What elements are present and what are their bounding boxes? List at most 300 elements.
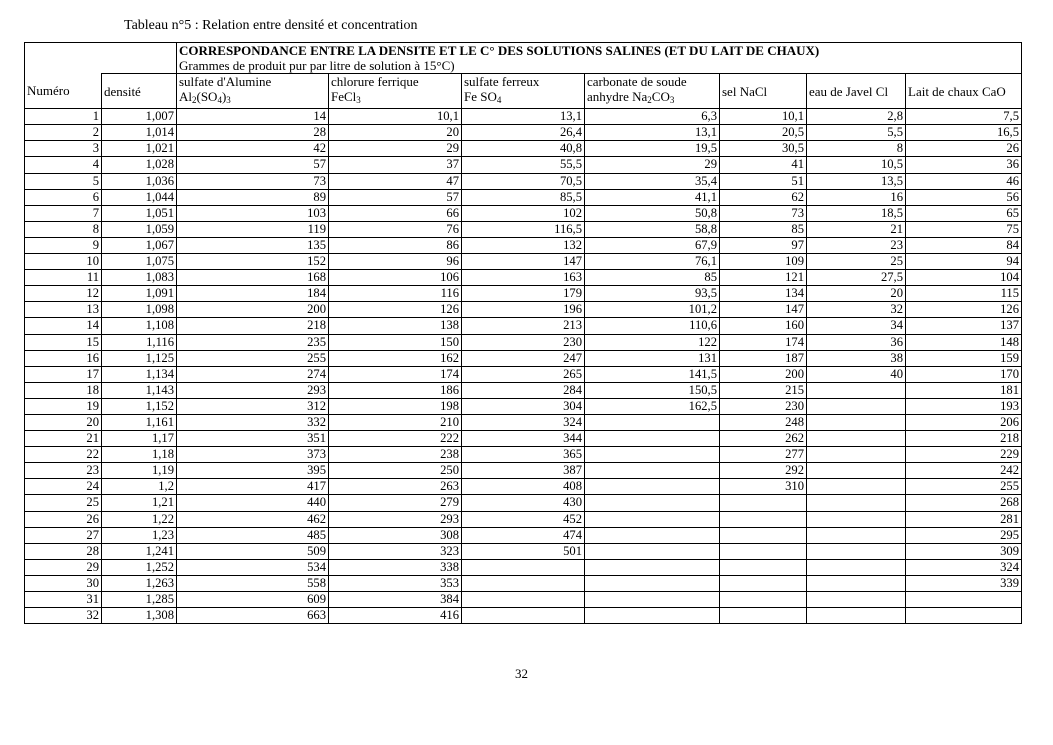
- cell-sulfate-ferreux: 408: [462, 479, 585, 495]
- cell-sulfate-ferreux: 452: [462, 511, 585, 527]
- table-subtitle: Grammes de produit pur par litre de solution à 15°C): [179, 58, 455, 74]
- cell-numero: 29: [25, 559, 102, 575]
- cell-eau-javel: [807, 543, 906, 559]
- cell-sulfate-alumine: 14: [177, 109, 329, 125]
- table-row: [25, 431, 1022, 447]
- cell-chlorure-ferrique: 37: [329, 157, 462, 173]
- cell-numero: 14: [25, 318, 102, 334]
- cell-sulfate-alumine: 103: [177, 205, 329, 221]
- cell-carbonate-soude: 35,4: [585, 173, 720, 189]
- cell-lait-chaux: 181: [906, 382, 1022, 398]
- cell-carbonate-soude: 122: [585, 334, 720, 350]
- cell-sel-nacl: 121: [720, 270, 807, 286]
- cell-sel-nacl: 262: [720, 431, 807, 447]
- cell-chlorure-ferrique: 222: [329, 431, 462, 447]
- cell-sulfate-alumine: 168: [177, 270, 329, 286]
- cell-lait-chaux: [906, 608, 1022, 624]
- cell-sel-nacl: 277: [720, 447, 807, 463]
- header-row: [25, 74, 1022, 109]
- cell-sulfate-alumine: 332: [177, 414, 329, 430]
- cell-densite: 1,021: [102, 141, 177, 157]
- cell-numero: 18: [25, 382, 102, 398]
- cell-carbonate-soude: [585, 527, 720, 543]
- cell-lait-chaux: 7,5: [906, 109, 1022, 125]
- cell-eau-javel: [807, 479, 906, 495]
- cell-lait-chaux: 193: [906, 398, 1022, 414]
- cell-sulfate-alumine: 509: [177, 543, 329, 559]
- cell-lait-chaux: 242: [906, 463, 1022, 479]
- cell-chlorure-ferrique: 198: [329, 398, 462, 414]
- cell-chlorure-ferrique: 323: [329, 543, 462, 559]
- header-eau-javel: eau de Javel Cl: [807, 74, 906, 109]
- cell-numero: 25: [25, 495, 102, 511]
- cell-numero: 21: [25, 431, 102, 447]
- cell-densite: 1,134: [102, 366, 177, 382]
- cell-eau-javel: 18,5: [807, 205, 906, 221]
- table-row: [25, 141, 1022, 157]
- cell-sel-nacl: 174: [720, 334, 807, 350]
- cell-eau-javel: [807, 495, 906, 511]
- cell-sulfate-alumine: 28: [177, 125, 329, 141]
- cell-lait-chaux: 94: [906, 254, 1022, 270]
- header-formula-part: FeCl: [331, 89, 357, 105]
- cell-lait-chaux: 56: [906, 189, 1022, 205]
- table-row: [25, 447, 1022, 463]
- cell-sulfate-ferreux: 265: [462, 366, 585, 382]
- header-formula-sub: 4: [496, 95, 502, 106]
- cell-sulfate-alumine: 440: [177, 495, 329, 511]
- cell-carbonate-soude: 101,2: [585, 302, 720, 318]
- cell-carbonate-soude: [585, 592, 720, 608]
- cell-sulfate-alumine: 200: [177, 302, 329, 318]
- cell-sulfate-ferreux: 230: [462, 334, 585, 350]
- cell-sulfate-ferreux: 13,1: [462, 109, 585, 125]
- header-sel-nacl: sel NaCl: [720, 74, 807, 109]
- cell-numero: 10: [25, 254, 102, 270]
- cell-lait-chaux: 206: [906, 414, 1022, 430]
- cell-numero: 2: [25, 125, 102, 141]
- table-row: [25, 318, 1022, 334]
- cell-chlorure-ferrique: 96: [329, 254, 462, 270]
- cell-densite: 1,098: [102, 302, 177, 318]
- cell-densite: 1,014: [102, 125, 177, 141]
- header-chlorure-ferrique: [329, 74, 462, 109]
- cell-sulfate-alumine: 351: [177, 431, 329, 447]
- cell-densite: 1,108: [102, 318, 177, 334]
- cell-sulfate-alumine: 89: [177, 189, 329, 205]
- cell-sulfate-ferreux: 147: [462, 254, 585, 270]
- title-row: [25, 43, 1022, 74]
- cell-numero: 28: [25, 543, 102, 559]
- header-formula-sub: 2: [192, 95, 197, 106]
- cell-numero: 4: [25, 157, 102, 173]
- table-row: [25, 237, 1022, 253]
- cell-sulfate-ferreux: 213: [462, 318, 585, 334]
- cell-chlorure-ferrique: 210: [329, 414, 462, 430]
- table-row: [25, 463, 1022, 479]
- table-caption: Tableau n°5 : Relation entre densité et concentration: [124, 18, 418, 33]
- cell-lait-chaux: 65: [906, 205, 1022, 221]
- cell-chlorure-ferrique: 174: [329, 366, 462, 382]
- cell-carbonate-soude: [585, 463, 720, 479]
- cell-sel-nacl: 160: [720, 318, 807, 334]
- cell-sulfate-ferreux: 196: [462, 302, 585, 318]
- cell-sulfate-alumine: 373: [177, 447, 329, 463]
- cell-sel-nacl: [720, 495, 807, 511]
- cell-lait-chaux: 46: [906, 173, 1022, 189]
- cell-densite: 1,263: [102, 575, 177, 591]
- cell-chlorure-ferrique: 416: [329, 608, 462, 624]
- cell-numero: 16: [25, 350, 102, 366]
- cell-carbonate-soude: 150,5: [585, 382, 720, 398]
- cell-densite: 1,18: [102, 447, 177, 463]
- cell-lait-chaux: [906, 592, 1022, 608]
- cell-densite: 1,161: [102, 414, 177, 430]
- cell-sel-nacl: 97: [720, 237, 807, 253]
- cell-lait-chaux: 26: [906, 141, 1022, 157]
- cell-sulfate-ferreux: 116,5: [462, 221, 585, 237]
- table-row: [25, 221, 1022, 237]
- cell-eau-javel: 27,5: [807, 270, 906, 286]
- cell-carbonate-soude: 110,6: [585, 318, 720, 334]
- cell-sulfate-ferreux: [462, 575, 585, 591]
- cell-sel-nacl: 30,5: [720, 141, 807, 157]
- cell-sel-nacl: 248: [720, 414, 807, 430]
- cell-sel-nacl: 109: [720, 254, 807, 270]
- cell-sulfate-ferreux: 284: [462, 382, 585, 398]
- cell-eau-javel: [807, 575, 906, 591]
- cell-chlorure-ferrique: 138: [329, 318, 462, 334]
- cell-densite: 1,044: [102, 189, 177, 205]
- table-row: [25, 479, 1022, 495]
- cell-carbonate-soude: 85: [585, 270, 720, 286]
- cell-carbonate-soude: 41,1: [585, 189, 720, 205]
- cell-densite: 1,252: [102, 559, 177, 575]
- cell-eau-javel: [807, 527, 906, 543]
- cell-sulfate-ferreux: 387: [462, 463, 585, 479]
- header-carbonate-soude: [585, 74, 720, 109]
- table-row: [25, 125, 1022, 141]
- cell-numero: 8: [25, 221, 102, 237]
- cell-numero: 26: [25, 511, 102, 527]
- header-chlorure-ferrique-line1: chlorure ferrique: [331, 74, 419, 90]
- cell-sel-nacl: 41: [720, 157, 807, 173]
- cell-sulfate-alumine: 73: [177, 173, 329, 189]
- header-formula-part: Al: [179, 89, 192, 105]
- cell-densite: 1,308: [102, 608, 177, 624]
- cell-sulfate-alumine: 417: [177, 479, 329, 495]
- header-sulfate-ferreux: [462, 74, 585, 109]
- cell-sel-nacl: [720, 543, 807, 559]
- cell-sel-nacl: [720, 511, 807, 527]
- cell-densite: 1,17: [102, 431, 177, 447]
- table-row: [25, 559, 1022, 575]
- cell-chlorure-ferrique: 162: [329, 350, 462, 366]
- cell-carbonate-soude: [585, 447, 720, 463]
- cell-densite: 1,083: [102, 270, 177, 286]
- cell-sulfate-ferreux: 247: [462, 350, 585, 366]
- cell-numero: 6: [25, 189, 102, 205]
- cell-carbonate-soude: 50,8: [585, 205, 720, 221]
- table-row: [25, 302, 1022, 318]
- cell-carbonate-soude: [585, 414, 720, 430]
- cell-sulfate-ferreux: [462, 559, 585, 575]
- cell-eau-javel: [807, 608, 906, 624]
- page-number: 32: [515, 666, 528, 681]
- cell-eau-javel: [807, 431, 906, 447]
- cell-eau-javel: 38: [807, 350, 906, 366]
- cell-eau-javel: [807, 382, 906, 398]
- cell-sel-nacl: 134: [720, 286, 807, 302]
- header-formula-sub: 3: [669, 95, 675, 106]
- cell-chlorure-ferrique: 186: [329, 382, 462, 398]
- cell-lait-chaux: 339: [906, 575, 1022, 591]
- header-densite: densité: [102, 74, 177, 109]
- header-sulfate-alumine: [177, 74, 329, 109]
- cell-densite: 1,125: [102, 350, 177, 366]
- cell-eau-javel: 16: [807, 189, 906, 205]
- cell-lait-chaux: 16,5: [906, 125, 1022, 141]
- cell-densite: 1,051: [102, 205, 177, 221]
- table-row: [25, 543, 1022, 559]
- cell-chlorure-ferrique: 250: [329, 463, 462, 479]
- cell-carbonate-soude: 141,5: [585, 366, 720, 382]
- cell-chlorure-ferrique: 338: [329, 559, 462, 575]
- header-numero: Numéro: [25, 74, 102, 109]
- cell-eau-javel: 40: [807, 366, 906, 382]
- table-title-cell: [177, 43, 1022, 74]
- cell-eau-javel: [807, 414, 906, 430]
- cell-numero: 30: [25, 575, 102, 591]
- cell-sel-nacl: 187: [720, 350, 807, 366]
- cell-densite: 1,091: [102, 286, 177, 302]
- cell-densite: 1,059: [102, 221, 177, 237]
- cell-eau-javel: [807, 592, 906, 608]
- cell-chlorure-ferrique: 279: [329, 495, 462, 511]
- cell-eau-javel: 2,8: [807, 109, 906, 125]
- cell-carbonate-soude: 67,9: [585, 237, 720, 253]
- cell-sulfate-ferreux: 474: [462, 527, 585, 543]
- cell-sulfate-ferreux: 85,5: [462, 189, 585, 205]
- cell-numero: 1: [25, 109, 102, 125]
- cell-chlorure-ferrique: 29: [329, 141, 462, 157]
- cell-sel-nacl: [720, 559, 807, 575]
- table-row: [25, 366, 1022, 382]
- cell-sel-nacl: [720, 527, 807, 543]
- cell-chlorure-ferrique: 47: [329, 173, 462, 189]
- cell-lait-chaux: 36: [906, 157, 1022, 173]
- header-formula-part: (SO: [196, 89, 218, 105]
- cell-eau-javel: 34: [807, 318, 906, 334]
- cell-numero: 31: [25, 592, 102, 608]
- cell-chlorure-ferrique: 353: [329, 575, 462, 591]
- cell-carbonate-soude: [585, 575, 720, 591]
- cell-carbonate-soude: [585, 495, 720, 511]
- cell-chlorure-ferrique: 57: [329, 189, 462, 205]
- cell-sulfate-alumine: 462: [177, 511, 329, 527]
- cell-sulfate-ferreux: 501: [462, 543, 585, 559]
- cell-carbonate-soude: [585, 431, 720, 447]
- cell-chlorure-ferrique: 86: [329, 237, 462, 253]
- cell-sulfate-ferreux: 430: [462, 495, 585, 511]
- header-formula-part: Fe SO: [464, 89, 497, 105]
- cell-densite: 1,116: [102, 334, 177, 350]
- cell-densite: 1,028: [102, 157, 177, 173]
- cell-lait-chaux: 84: [906, 237, 1022, 253]
- cell-chlorure-ferrique: 116: [329, 286, 462, 302]
- cell-chlorure-ferrique: 106: [329, 270, 462, 286]
- cell-sulfate-alumine: 42: [177, 141, 329, 157]
- table-row: [25, 334, 1022, 350]
- cell-carbonate-soude: [585, 511, 720, 527]
- cell-numero: 3: [25, 141, 102, 157]
- cell-densite: 1,067: [102, 237, 177, 253]
- cell-sulfate-alumine: 663: [177, 608, 329, 624]
- cell-densite: 1,19: [102, 463, 177, 479]
- cell-sulfate-alumine: 485: [177, 527, 329, 543]
- header-carbonate-soude-line1: carbonate de soude: [587, 74, 687, 90]
- cell-lait-chaux: 309: [906, 543, 1022, 559]
- table-title: CORRESPONDANCE ENTRE LA DENSITE ET LE C° DES SOLUTIONS SALINES (ET DU LAIT DE CHAUX): [179, 43, 820, 58]
- cell-lait-chaux: 137: [906, 318, 1022, 334]
- cell-sel-nacl: [720, 608, 807, 624]
- cell-numero: 9: [25, 237, 102, 253]
- cell-lait-chaux: 295: [906, 527, 1022, 543]
- cell-eau-javel: 10,5: [807, 157, 906, 173]
- table-row: [25, 527, 1022, 543]
- cell-eau-javel: 21: [807, 221, 906, 237]
- cell-lait-chaux: 126: [906, 302, 1022, 318]
- cell-sulfate-alumine: 235: [177, 334, 329, 350]
- cell-sulfate-ferreux: [462, 592, 585, 608]
- cell-carbonate-soude: 29: [585, 157, 720, 173]
- cell-sulfate-alumine: 534: [177, 559, 329, 575]
- cell-carbonate-soude: 6,3: [585, 109, 720, 125]
- cell-eau-javel: [807, 511, 906, 527]
- cell-numero: 32: [25, 608, 102, 624]
- cell-densite: 1,143: [102, 382, 177, 398]
- cell-lait-chaux: 229: [906, 447, 1022, 463]
- table-row: [25, 511, 1022, 527]
- cell-eau-javel: 32: [807, 302, 906, 318]
- table-row: [25, 495, 1022, 511]
- header-formula-sub: 2: [647, 95, 652, 106]
- cell-sel-nacl: 10,1: [720, 109, 807, 125]
- cell-sulfate-alumine: 293: [177, 382, 329, 398]
- cell-sulfate-alumine: 218: [177, 318, 329, 334]
- cell-lait-chaux: 159: [906, 350, 1022, 366]
- cell-densite: 1,007: [102, 109, 177, 125]
- cell-lait-chaux: 281: [906, 511, 1022, 527]
- cell-carbonate-soude: 162,5: [585, 398, 720, 414]
- cell-eau-javel: 13,5: [807, 173, 906, 189]
- cell-numero: 23: [25, 463, 102, 479]
- table-row: [25, 109, 1022, 125]
- cell-sel-nacl: [720, 592, 807, 608]
- cell-lait-chaux: 170: [906, 366, 1022, 382]
- header-formula-sub: 4: [217, 95, 222, 106]
- cell-eau-javel: 8: [807, 141, 906, 157]
- cell-chlorure-ferrique: 263: [329, 479, 462, 495]
- cell-chlorure-ferrique: 76: [329, 221, 462, 237]
- cell-chlorure-ferrique: 308: [329, 527, 462, 543]
- cell-sel-nacl: 147: [720, 302, 807, 318]
- cell-sulfate-ferreux: 344: [462, 431, 585, 447]
- cell-densite: 1,075: [102, 254, 177, 270]
- cell-chlorure-ferrique: 66: [329, 205, 462, 221]
- cell-numero: 17: [25, 366, 102, 382]
- cell-chlorure-ferrique: 384: [329, 592, 462, 608]
- cell-sulfate-alumine: 312: [177, 398, 329, 414]
- table-row: [25, 189, 1022, 205]
- header-formula-part: anhydre Na: [587, 89, 648, 105]
- cell-sulfate-ferreux: 102: [462, 205, 585, 221]
- cell-lait-chaux: 268: [906, 495, 1022, 511]
- density-concentration-table: [24, 42, 1022, 624]
- cell-sulfate-alumine: 274: [177, 366, 329, 382]
- cell-lait-chaux: 255: [906, 479, 1022, 495]
- cell-lait-chaux: 324: [906, 559, 1022, 575]
- table-row: [25, 286, 1022, 302]
- cell-sel-nacl: 215: [720, 382, 807, 398]
- cell-sulfate-alumine: 395: [177, 463, 329, 479]
- cell-eau-javel: [807, 463, 906, 479]
- cell-numero: 22: [25, 447, 102, 463]
- cell-carbonate-soude: 131: [585, 350, 720, 366]
- table-row: [25, 350, 1022, 366]
- header-sulfate-ferreux-line1: sulfate ferreux: [464, 74, 540, 90]
- cell-lait-chaux: 218: [906, 431, 1022, 447]
- cell-numero: 11: [25, 270, 102, 286]
- cell-numero: 27: [25, 527, 102, 543]
- cell-sulfate-ferreux: 179: [462, 286, 585, 302]
- table-row: [25, 157, 1022, 173]
- cell-carbonate-soude: [585, 559, 720, 575]
- cell-eau-javel: 20: [807, 286, 906, 302]
- cell-carbonate-soude: 76,1: [585, 254, 720, 270]
- cell-eau-javel: [807, 447, 906, 463]
- cell-carbonate-soude: [585, 608, 720, 624]
- cell-densite: 1,2: [102, 479, 177, 495]
- table-row: [25, 173, 1022, 189]
- table-row: [25, 414, 1022, 430]
- cell-lait-chaux: 148: [906, 334, 1022, 350]
- cell-numero: 15: [25, 334, 102, 350]
- cell-eau-javel: [807, 398, 906, 414]
- cell-carbonate-soude: 93,5: [585, 286, 720, 302]
- table-row: [25, 382, 1022, 398]
- cell-chlorure-ferrique: 126: [329, 302, 462, 318]
- cell-numero: 5: [25, 173, 102, 189]
- table-row: [25, 592, 1022, 608]
- cell-sulfate-alumine: 609: [177, 592, 329, 608]
- cell-sulfate-ferreux: 40,8: [462, 141, 585, 157]
- cell-chlorure-ferrique: 20: [329, 125, 462, 141]
- cell-lait-chaux: 104: [906, 270, 1022, 286]
- header-formula-sub: 3: [356, 95, 361, 106]
- cell-carbonate-soude: [585, 479, 720, 495]
- cell-densite: 1,036: [102, 173, 177, 189]
- cell-sulfate-ferreux: 55,5: [462, 157, 585, 173]
- header-lait-chaux: Lait de chaux CaO: [906, 74, 1022, 109]
- cell-numero: 13: [25, 302, 102, 318]
- cell-sulfate-ferreux: 324: [462, 414, 585, 430]
- cell-carbonate-soude: 58,8: [585, 221, 720, 237]
- cell-chlorure-ferrique: 238: [329, 447, 462, 463]
- cell-numero: 19: [25, 398, 102, 414]
- cell-densite: 1,285: [102, 592, 177, 608]
- table-row: [25, 575, 1022, 591]
